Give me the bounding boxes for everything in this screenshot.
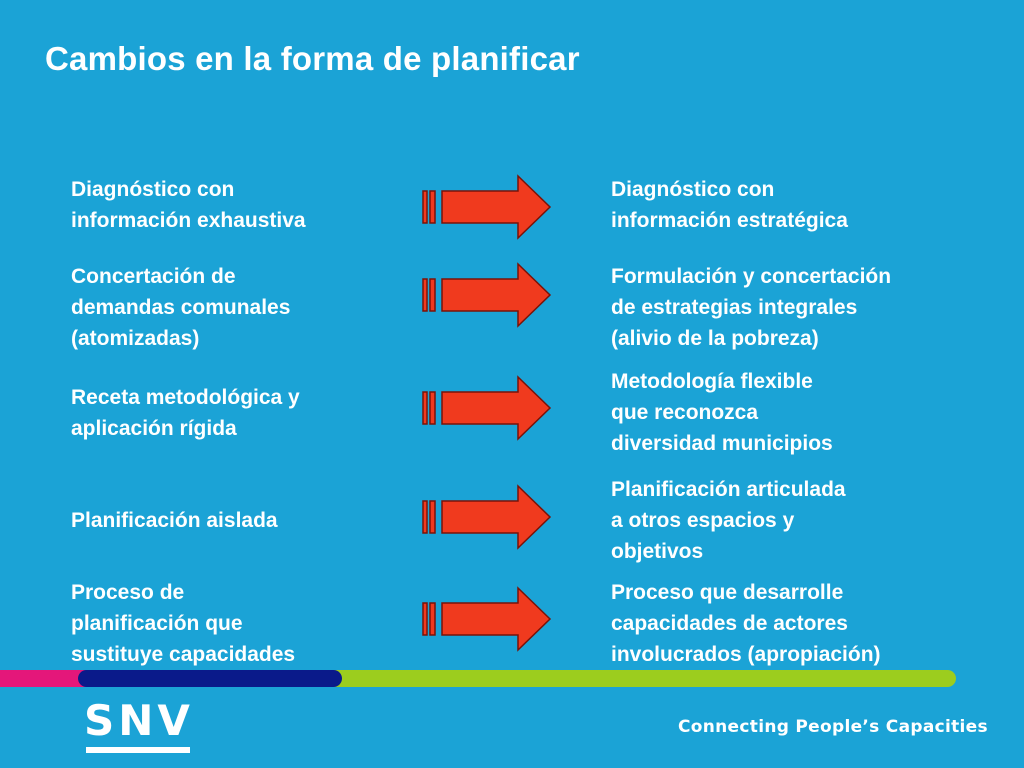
before-text <box>71 382 401 444</box>
after-line: Planificación articulada <box>611 478 846 501</box>
right-arrow-icon <box>420 174 555 240</box>
tagline: Connecting People’s Capacities <box>678 717 988 737</box>
before-text <box>71 577 401 670</box>
before-line: Proceso de <box>71 581 185 604</box>
before-text <box>71 174 401 236</box>
after-line: Proceso que desarrolle <box>611 581 844 604</box>
before-line: Planificación aislada <box>71 509 278 532</box>
logo-text: SNV <box>84 696 194 745</box>
snv-logo <box>84 696 194 756</box>
after-line: que reconozca <box>611 401 759 424</box>
after-line: diversidad municipios <box>611 432 833 455</box>
after-text <box>611 261 1011 354</box>
after-line: involucrados (apropiación) <box>611 643 881 666</box>
right-arrow-icon <box>420 375 555 441</box>
after-line: capacidades de actores <box>611 612 848 635</box>
before-line: demandas comunales <box>71 296 291 319</box>
right-arrow-icon <box>420 484 555 550</box>
before-line: Diagnóstico con <box>71 178 235 201</box>
before-line: Receta metodológica y <box>71 386 300 409</box>
right-arrow-icon <box>420 262 555 328</box>
after-line: (alivio de la pobreza) <box>611 327 819 350</box>
before-line: Concertación de <box>71 265 236 288</box>
before-line: (atomizadas) <box>71 327 200 350</box>
slide-title: Cambios en la forma de planificar <box>45 40 580 77</box>
before-line: información exhaustiva <box>71 209 306 232</box>
after-text <box>611 474 1011 567</box>
logo-underline <box>86 747 190 753</box>
before-text <box>71 261 401 354</box>
after-text <box>611 366 1011 459</box>
after-line: Metodología flexible <box>611 370 813 393</box>
right-arrow-icon <box>420 586 555 652</box>
after-line: objetivos <box>611 540 704 563</box>
after-line: a otros espacios y <box>611 509 795 532</box>
after-text <box>611 577 1011 670</box>
after-line: Diagnóstico con <box>611 178 775 201</box>
before-line: planificación que <box>71 612 243 635</box>
after-line: Formulación y concertación <box>611 265 892 288</box>
footer-bar-navy <box>78 670 342 687</box>
after-line: de estrategias integrales <box>611 296 858 319</box>
after-line: información estratégica <box>611 209 848 232</box>
before-line: sustituye capacidades <box>71 643 296 666</box>
after-text <box>611 174 1011 236</box>
before-text <box>71 505 401 536</box>
footer-bar-green <box>326 670 956 687</box>
before-line: aplicación rígida <box>71 417 237 440</box>
